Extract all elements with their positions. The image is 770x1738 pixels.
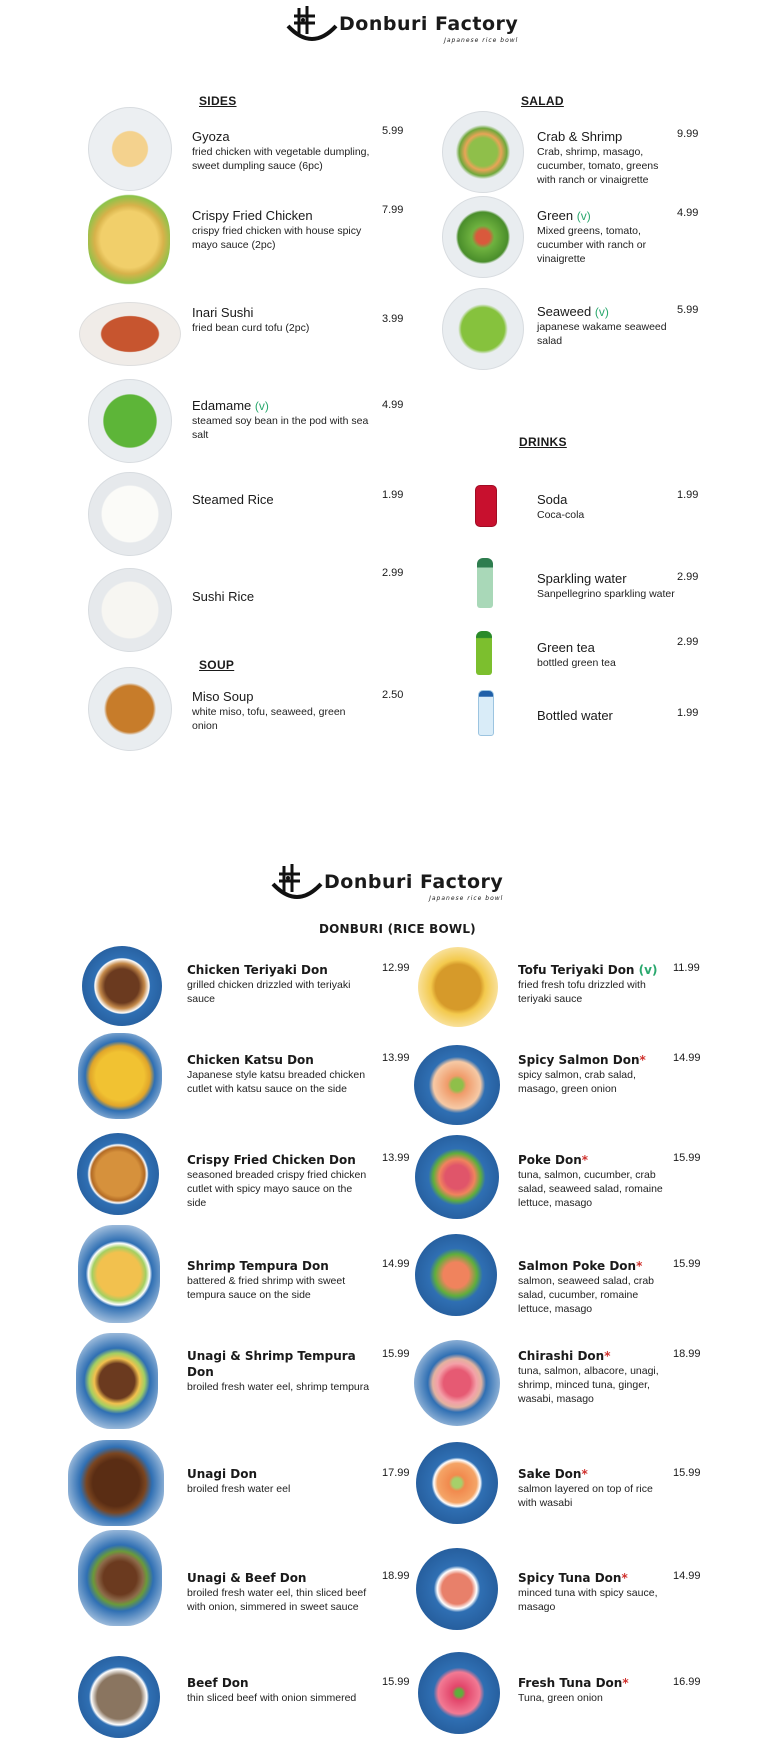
price-chirashi-don: 18.99: [673, 1348, 701, 1360]
sushi-rice-image: [88, 568, 172, 652]
brand-name: Donburi Factory: [324, 871, 504, 893]
price-sparkling-water: 2.99: [677, 571, 699, 583]
price-inari-sushi: 3.99: [382, 313, 404, 325]
vegetarian-marker: (v): [576, 209, 591, 223]
rice-bowl-logo-icon: [270, 862, 324, 902]
unagi-beef-don-image: [78, 1530, 162, 1626]
raw-marker: *: [621, 1571, 628, 1585]
menu-item-spicy-tuna-don: Spicy Tuna Don* minced tuna with spicy sauce, masago: [518, 1571, 658, 1613]
vegetarian-marker: (v): [638, 963, 658, 977]
spicy-salmon-don-image: [414, 1045, 500, 1125]
section-title-drinks: DRINKS: [519, 435, 567, 449]
price-miso-soup: 2.50: [382, 689, 404, 701]
raw-marker: *: [604, 1349, 611, 1363]
raw-marker: *: [639, 1053, 646, 1067]
price-unagi-don: 17.99: [382, 1467, 410, 1479]
edamame-image: [88, 379, 172, 463]
green-tea-bottle-image: [476, 631, 492, 675]
menu-item-edamame: Edamame (v) steamed soy bean in the pod with sea salt: [192, 398, 369, 441]
rice-bowl-logo-icon: [285, 4, 339, 44]
price-unagi-shrimp-tempura-don: 15.99: [382, 1348, 410, 1360]
sparkling-water-bottle-image: [477, 558, 493, 608]
menu-item-shrimp-tempura-don: Shrimp Tempura Don battered & fried shrimp with sweet tempura sauce on the side: [187, 1259, 346, 1301]
menu-item-bottled-water: Bottled water: [537, 708, 613, 723]
raw-marker: *: [581, 1467, 588, 1481]
menu-item-seaweed-salad: Seaweed (v) japanese wakame seaweed salad: [537, 304, 667, 347]
menu-item-chicken-katsu-don: Chicken Katsu Don Japanese style katsu breaded chicken cutlet with katsu sauce on the side: [187, 1053, 366, 1095]
price-bottled-water: 1.99: [677, 707, 699, 719]
menu-item-sparkling-water: Sparkling water Sanpellegrino sparkling water: [537, 571, 675, 600]
coca-cola-can-image: [475, 485, 497, 527]
menu-item-sushi-rice: Sushi Rice: [192, 589, 255, 604]
salmon-poke-don-image: [415, 1234, 497, 1316]
menu-item-miso-soup: Miso Soup white miso, tofu, seaweed, green onion: [192, 689, 346, 732]
menu-item-crab-shrimp-salad: Crab & Shrimp Crab, shrimp, masago, cucumber, tomato, greens with ranch or vinaigrette: [537, 129, 659, 186]
green-salad-image: [442, 196, 524, 278]
sake-don-image: [416, 1442, 498, 1524]
unagi-shrimp-tempura-don-image: [76, 1333, 158, 1429]
chicken-katsu-don-image: [78, 1033, 162, 1119]
price-chicken-teriyaki-don: 12.99: [382, 962, 410, 974]
crispy-fried-chicken-don-image: [77, 1133, 159, 1215]
price-green-salad: 4.99: [677, 207, 699, 219]
inari-sushi-image: [79, 302, 181, 366]
menu-item-steamed-rice: Steamed Rice: [192, 492, 274, 507]
crab-shrimp-salad-image: [442, 111, 524, 193]
menu-item-chirashi-don: Chirashi Don* tuna, salmon, albacore, unagi, shrimp, minced tuna, ginger, wasabi, masago: [518, 1349, 659, 1405]
price-spicy-tuna-don: 14.99: [673, 1570, 701, 1582]
price-steamed-rice: 1.99: [382, 489, 404, 501]
steamed-rice-image: [88, 472, 172, 556]
price-tofu-teriyaki-don: 11.99: [673, 962, 700, 974]
price-poke-don: 15.99: [673, 1152, 701, 1164]
brand-logo-2: [270, 862, 503, 902]
gyoza-image: [88, 107, 172, 191]
raw-marker: *: [622, 1676, 629, 1690]
beef-don-image: [78, 1656, 160, 1738]
fresh-tuna-don-image: [418, 1652, 500, 1734]
menu-item-chicken-teriyaki-don: Chicken Teriyaki Don grilled chicken drizzled with teriyaki sauce: [187, 963, 351, 1005]
menu-item-unagi-don: Unagi Don broiled fresh water eel: [187, 1467, 291, 1495]
menu-item-inari-sushi: Inari Sushi fried bean curd tofu (2pc): [192, 305, 310, 334]
price-unagi-beef-don: 18.99: [382, 1570, 410, 1582]
price-seaweed-salad: 5.99: [677, 304, 699, 316]
price-sushi-rice: 2.99: [382, 567, 404, 579]
price-gyoza: 5.99: [382, 125, 404, 137]
price-crab-shrimp-salad: 9.99: [677, 128, 699, 140]
price-edamame: 4.99: [382, 399, 404, 411]
menu-item-sake-don: Sake Don* salmon layered on top of rice with wasabi: [518, 1467, 653, 1509]
shrimp-tempura-don-image: [78, 1225, 160, 1323]
menu-item-crispy-fried-chicken: Crispy Fried Chicken crispy fried chicken with house spicy mayo sauce (2pc): [192, 208, 362, 251]
price-shrimp-tempura-don: 14.99: [382, 1258, 410, 1270]
price-chicken-katsu-don: 13.99: [382, 1052, 410, 1064]
section-title-salad: SALAD: [521, 94, 564, 108]
price-sake-don: 15.99: [673, 1467, 701, 1479]
price-crispy-fried-chicken: 7.99: [382, 204, 404, 216]
menu-item-crispy-fried-chicken-don: Crispy Fried Chicken Don seasoned breaded crispy fried chicken cutlet with spicy mayo sauce on the side: [187, 1153, 367, 1209]
price-salmon-poke-don: 15.99: [673, 1258, 701, 1270]
section-title-sides: SIDES: [199, 94, 237, 108]
raw-marker: *: [581, 1153, 589, 1167]
brand-tagline: Japanese rice bowl: [444, 37, 519, 44]
water-bottle-image: [478, 690, 494, 736]
menu-item-soda: Soda Coca-cola: [537, 492, 585, 521]
menu-item-unagi-beef-don: Unagi & Beef Don broiled fresh water eel, thin sliced beef with onion, simmered in sweet sauce: [187, 1571, 367, 1613]
menu-item-spicy-salmon-don: Spicy Salmon Don* spicy salmon, crab salad, masago, green onion: [518, 1053, 646, 1095]
vegetarian-marker: (v): [254, 399, 269, 413]
price-green-tea: 2.99: [677, 636, 699, 648]
menu-item-salmon-poke-don: Salmon Poke Don* salmon, seaweed salad, crab salad, cucumber, romaine lettuce, masago: [518, 1259, 654, 1315]
miso-soup-image: [88, 667, 172, 751]
unagi-don-image: [68, 1440, 164, 1526]
menu-item-green-salad: Green (v) Mixed greens, tomato, cucumber with ranch or vinaigrette: [537, 208, 647, 265]
chicken-teriyaki-don-image: [82, 946, 162, 1026]
section-title-donburi: DONBURI (RICE BOWL): [319, 922, 476, 936]
section-title-soup: SOUP: [199, 658, 235, 672]
seaweed-salad-image: [442, 288, 524, 370]
vegetarian-marker: (v): [594, 305, 609, 319]
menu-item-green-tea: Green tea bottled green tea: [537, 640, 616, 669]
menu-item-beef-don: Beef Don thin sliced beef with onion simmered: [187, 1676, 357, 1704]
raw-marker: *: [636, 1259, 643, 1273]
price-soda: 1.99: [677, 489, 699, 501]
price-spicy-salmon-don: 14.99: [673, 1052, 701, 1064]
brand-logo: [285, 4, 518, 44]
menu-item-gyoza: Gyoza fried chicken with vegetable dumpling, sweet dumpling sauce (6pc): [192, 129, 370, 172]
brand-tagline: Japanese rice bowl: [429, 895, 504, 902]
menu-item-poke-don: Poke Don* tuna, salmon, cucumber, crab salad, seaweed salad, romaine lettuce, masago: [518, 1153, 663, 1209]
price-fresh-tuna-don: 16.99: [673, 1676, 701, 1688]
menu-item-tofu-teriyaki-don: Tofu Teriyaki Don (v) fried fresh tofu drizzled with teriyaki sauce: [518, 963, 658, 1005]
price-beef-don: 15.99: [382, 1676, 410, 1688]
brand-name: Donburi Factory: [339, 13, 519, 35]
fried-chicken-image: [88, 192, 170, 287]
menu-item-unagi-shrimp-tempura-don: Unagi & Shrimp Tempura Don broiled fresh water eel, shrimp tempura: [187, 1349, 370, 1393]
tofu-teriyaki-don-image: [418, 947, 498, 1027]
menu-item-fresh-tuna-don: Fresh Tuna Don* Tuna, green onion: [518, 1676, 629, 1704]
spicy-tuna-don-image: [416, 1548, 498, 1630]
poke-don-image: [415, 1135, 499, 1219]
chirashi-don-image: [414, 1340, 500, 1426]
price-crispy-fried-chicken-don: 13.99: [382, 1152, 410, 1164]
